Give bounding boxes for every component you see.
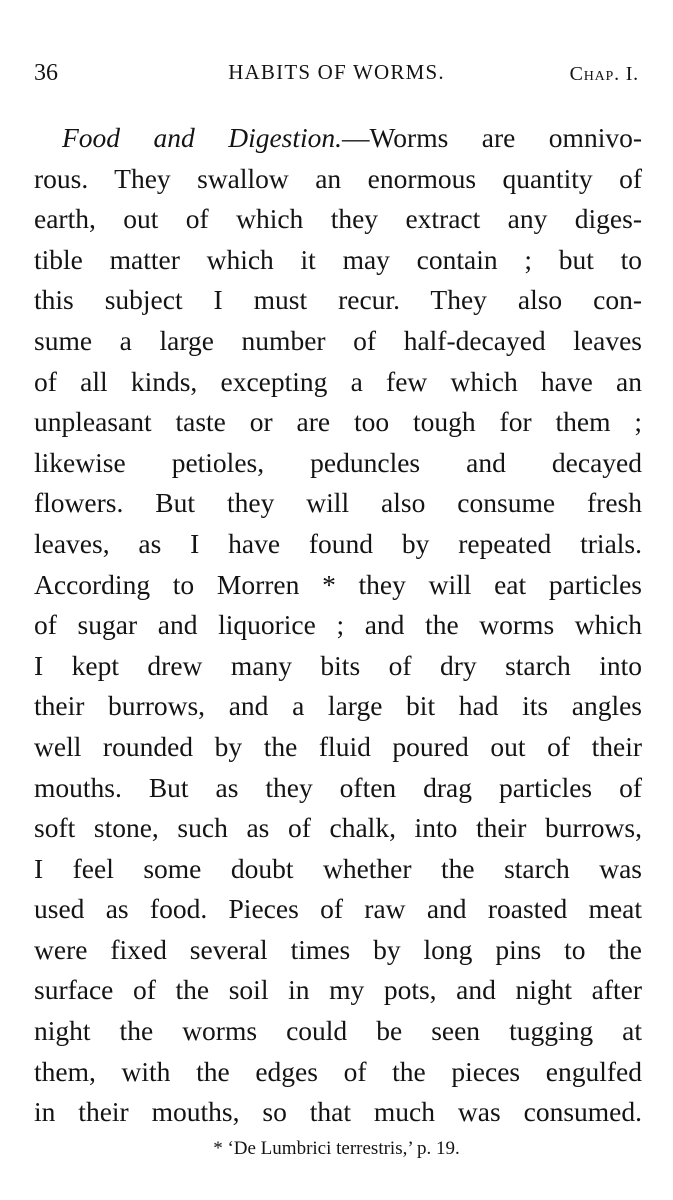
running-title: HABITS OF WORMS. <box>228 60 445 84</box>
text-line: Food and Digestion.—Worms are omnivo- <box>62 122 642 153</box>
text-line: them, with the edges of the pieces engulfed <box>34 1055 642 1087</box>
text-line: night the worms could be seen tugging at <box>34 1015 642 1047</box>
text-line: surface of the soil in my pots, and night after <box>34 974 642 1006</box>
text-line: sume a large number of half-decayed leaves <box>34 324 642 356</box>
text-line: unpleasant taste or are too tough for them ; <box>34 406 642 438</box>
text-line: used as food. Pieces of raw and roasted meat <box>34 893 642 925</box>
text-line: well rounded by the fluid poured out of their <box>34 730 642 762</box>
chapter-reference: Chap. I. <box>569 63 639 85</box>
text-line: this subject I must recur. They also con- <box>34 284 642 316</box>
text-line: earth, out of which they extract any diges- <box>34 203 642 235</box>
running-header <box>34 60 639 90</box>
section-heading: Food and Digestion. <box>62 122 343 153</box>
text-line: According to Morren * they will eat particles <box>34 568 642 600</box>
text-line: mouths. But as they often drag particles of <box>34 771 642 803</box>
text-line: likewise petioles, peduncles and decayed <box>34 446 642 478</box>
footnote: * ‘De Lumbrici terrestris,’ p. 19. <box>213 1138 460 1159</box>
text-line: leaves, as I have found by repeated trials. <box>34 527 642 559</box>
text-line: were fixed several times by long pins to the <box>34 933 642 965</box>
text-line: flowers. But they will also consume fresh <box>34 487 642 519</box>
body-paragraph <box>34 118 642 1133</box>
text-line: their burrows, and a large bit had its angles <box>34 690 642 722</box>
text-line: in their mouths, so that much was consumed. <box>34 1096 642 1128</box>
text-line: of sugar and liquorice ; and the worms which <box>34 609 642 641</box>
text-line: rous. They swallow an enormous quantity of <box>34 162 642 194</box>
text-line: I feel some doubt whether the starch was <box>34 852 642 884</box>
text-line: of all kinds, excepting a few which have an <box>34 365 642 397</box>
page-number: 36 <box>34 60 58 86</box>
text-line: tible matter which it may contain ; but to <box>34 243 642 275</box>
text-line: I kept drew many bits of dry starch into <box>34 649 642 681</box>
text-line: soft stone, such as of chalk, into their burrows, <box>34 812 642 844</box>
